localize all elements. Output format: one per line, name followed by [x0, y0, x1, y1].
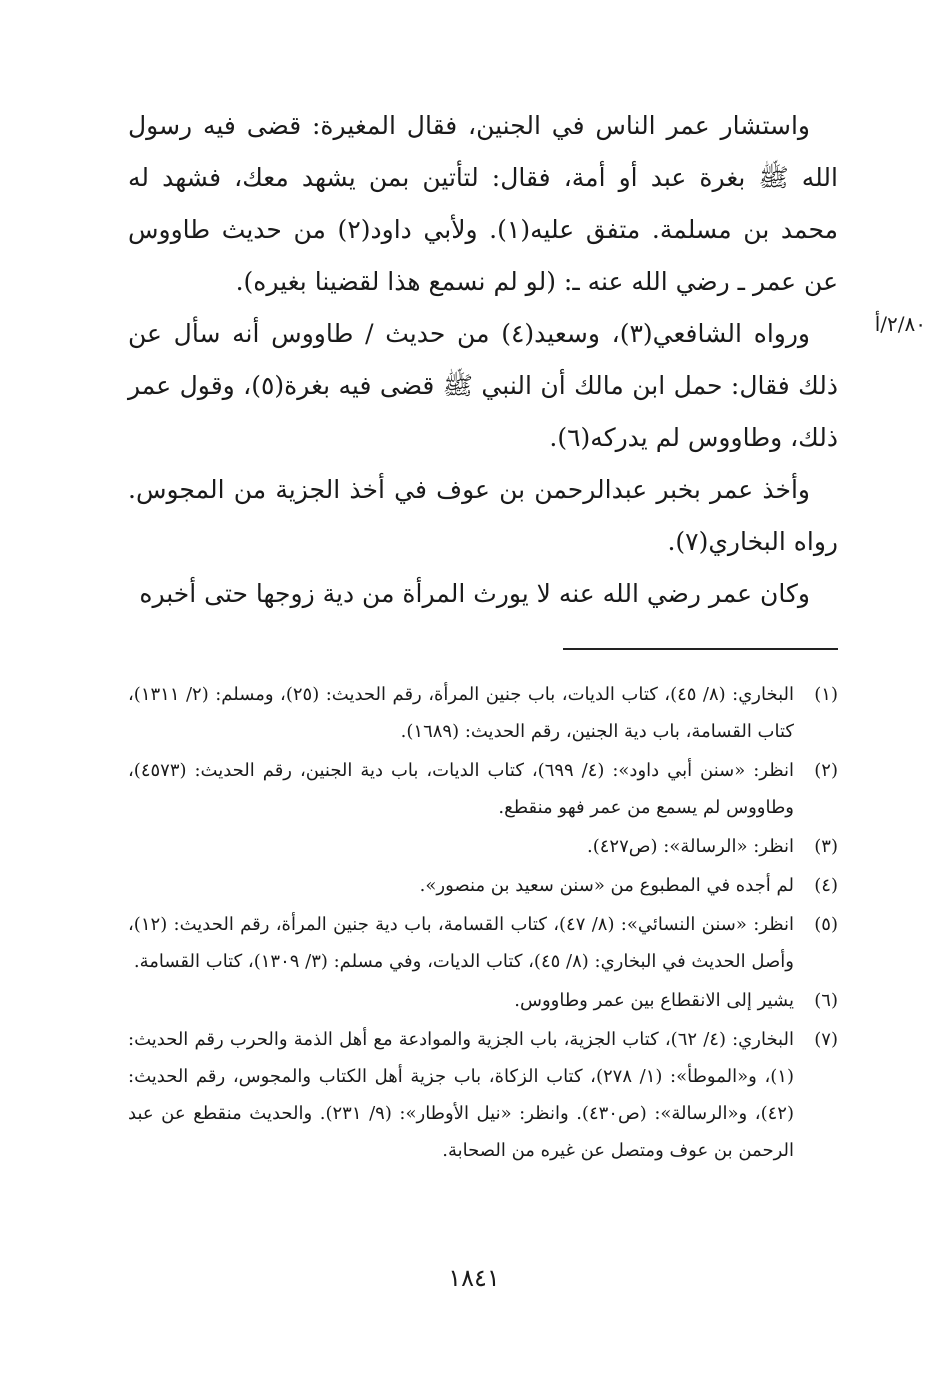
footnote-text: يشير إلى الانقطاع بين عمر وطاووس. [514, 990, 794, 1011]
footnote-number: (٣) [814, 836, 838, 857]
footnote-text: انظر: «سنن أبي داود»: (٤/ ٦٩٩)، كتاب الديات، باب دية الجنين، رقم الحديث: (٤٥٧٣)، وطاووس لم يسمع من عمر فهو منقطع. [128, 760, 794, 818]
footnote-text: لم أجده في المطبوع من «سنن سعيد بن منصور». [419, 875, 794, 896]
footnote-7 [128, 1021, 838, 1169]
footnote-number: (٦) [814, 990, 838, 1011]
footnote-number: (٧) [814, 1029, 838, 1050]
footnote-3 [128, 828, 838, 865]
page-number: ١٨٤١ [448, 1264, 500, 1292]
footnotes [128, 676, 838, 1171]
footnote-separator [563, 648, 838, 650]
footnote-text: البخاري: (٤/ ٦٢)، كتاب الجزية، باب الجزية والموادعة مع أهل الذمة والحرب رقم الحديث: (١)، و«الموطأ»: (١/ ٢٧٨)، كتاب الزكاة، باب جزية أهل الكتاب والمجوس، رقم الحديث: (٤٢)، و«الرسالة»: (ص٤٣٠). وانظر: «نيل الأوطار»: (٩/ ٢٣١). والحديث منقطع عن عبد الرحمن بن عوف ومتصل عن غيره من الصحابة. [128, 1029, 794, 1161]
footnote-5 [128, 906, 838, 980]
footnote-text: البخاري: (٨/ ٤٥)، كتاب الديات، باب جنين المرأة، رقم الحديث: (٢٥)، ومسلم: (٢/ ١٣١١)، كتاب القسامة، باب دية الجنين، رقم الحديث: (١٦٨٩). [128, 684, 794, 742]
footnote-6 [128, 982, 838, 1019]
footnote-text: انظر: «سنن النسائي»: (٨/ ٤٧)، كتاب القسامة، باب دية جنين المرأة، رقم الحديث: (١٢)، وأصل الحديث في البخاري: (٨/ ٤٥)، كتاب الديات، وفي مسلم: (٣/ ١٣٠٩)، كتاب القسامة. [128, 914, 794, 972]
footnote-number: (٤) [814, 875, 838, 896]
manuscript-folio-marker: ٢/٨٠/أ [874, 312, 926, 336]
footnote-number: (٢) [814, 760, 838, 781]
paragraph-1: واستشار عمر الناس في الجنين، فقال المغيرة: قضى فيه رسول الله ﷺ بغرة عبد أو أمة، فقال: لتأتين بمن يشهد معك، فشهد له محمد بن مسلمة. متفق عليه(١). ولأبي داود(٢) من حديث طاووس عن عمر ـ رضي الله عنه ـ: (لو لم نسمع هذا لقضينا بغيره). [128, 111, 838, 296]
footnote-2 [128, 752, 838, 826]
paragraph-2: ورواه الشافعي(٣)، وسعيد(٤) من حديث / طاووس أنه سأل عن ذلك فقال: حمل ابن مالك أن النبي ﷺ قضى فيه بغرة(٥)، وقول عمر ذلك، وطاووس لم يدركه(٦). [128, 319, 838, 452]
footnote-1 [128, 676, 838, 750]
footnote-4 [128, 867, 838, 904]
paragraph-3: وأخذ عمر بخبر عبدالرحمن بن عوف في أخذ الجزية من المجوس. رواه البخاري(٧). [128, 475, 838, 556]
footnote-text: انظر: «الرسالة»: (ص٤٢٧). [587, 836, 794, 857]
footnote-number: (٥) [814, 914, 838, 935]
main-text-block [128, 100, 838, 620]
footnote-number: (١) [814, 684, 838, 705]
paragraph-4: وكان عمر رضي الله عنه لا يورث المرأة من دية زوجها حتى أخبره [139, 579, 810, 608]
